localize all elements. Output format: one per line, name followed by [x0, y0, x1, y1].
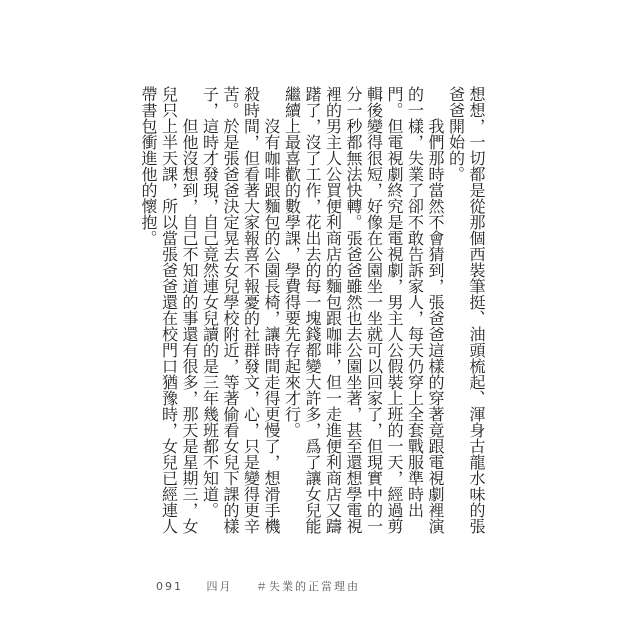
body-text — [139, 86, 486, 548]
paragraph-2: 我們那時當然不會猜到，張爸爸這樣的穿著竟跟電視劇裡演的一樣，失業了卻不敢告訴家人，每天仍穿上全套戰服準時出門。但電視劇終究是電視劇，男主人公假裝上班的一天，經過剪輯後變得很短，好像在公園坐一坐就可以回家了，但現實中的一分一秒都無法快轉。張爸爸雖然也去公園坐著，甚至還想學電視裡的男主人公買便利商店的麵包跟咖啡，但一走進便利商店又躊躇了，沒了工作，花出去的每一塊錢都變大許多，爲了讓女兒能繼續上最喜歡的數學課，學費得要先存起來才行。 — [282, 86, 445, 534]
chapter-name: 四月 — [206, 580, 233, 593]
paragraph-3: 沒有咖啡跟麵包的公園長椅，讓時間走得更慢了，想滑手機殺時間，但看著大家報喜不報憂的社群發文，心，只是變得更辛苦。於是張爸爸決定晃去女兒學校附近，等著偷看女兒下課的樣子，這時才發現，自己竟然連女兒讀的是三年幾班都不知道。 — [200, 86, 281, 534]
page-footer — [156, 578, 378, 594]
page-number: 091 — [156, 580, 183, 593]
section-title: ＃失業的正當理由 — [256, 580, 360, 593]
paragraph-4: 但他沒想到，自己不知道的事還有很多，那天是星期三，女兒只上半天課，所以當張爸爸還在校門口猶豫時，女兒已經連人帶書包衝進他的懷抱。 — [139, 86, 199, 534]
paragraph-1: 想想，一切都是從那個西裝筆挺、油頭梳起、渾身古龍水味的張爸爸開始的。 — [446, 86, 486, 534]
